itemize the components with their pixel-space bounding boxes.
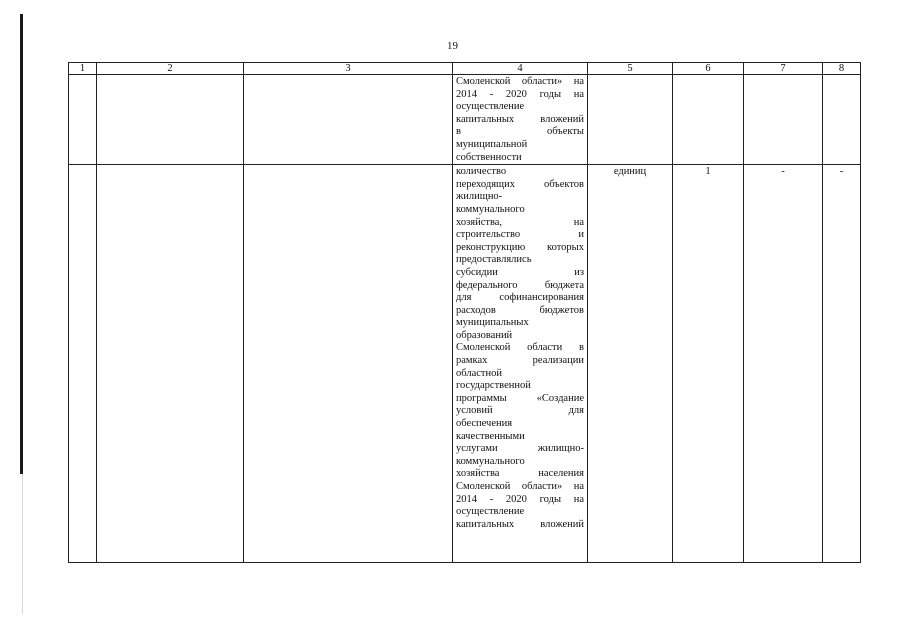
header-cell-1: 1 — [69, 63, 97, 75]
text-line: предоставлялись — [456, 254, 532, 266]
text-line: переходящих объектов — [456, 178, 584, 190]
row1-col1 — [69, 75, 97, 165]
page-number: 19 — [447, 40, 458, 52]
value-cell-col6: 1 — [673, 165, 744, 563]
text-line: для софинансирования — [456, 292, 584, 304]
text-line: качественными — [456, 430, 525, 442]
value-cell-col8: - — [823, 165, 861, 563]
header-cell-8: 8 — [823, 63, 861, 75]
text-line: хозяйства, на — [456, 216, 584, 228]
row1-col8 — [823, 75, 861, 165]
text-line: в объекты — [456, 126, 584, 138]
text-line: муниципальных — [456, 317, 529, 329]
text-line: 2014 - 2020 годы на — [456, 88, 584, 100]
text-line: хозяйства населения — [456, 468, 584, 480]
text-line: расходов бюджетов — [456, 304, 584, 316]
text-line: строительство и — [456, 229, 584, 241]
text-line: осуществление — [456, 101, 525, 113]
unit-cell: единиц — [588, 165, 673, 563]
text-line: рамках реализации — [456, 355, 584, 367]
text-line: программы «Создание — [456, 392, 584, 404]
text-line: 2014 - 2020 годы на — [456, 493, 584, 505]
row1-col7 — [744, 75, 823, 165]
table-row — [69, 165, 861, 563]
row1-col3 — [244, 75, 453, 165]
text-line: собственности — [456, 151, 522, 163]
text-line: государственной — [456, 380, 531, 392]
header-cell-2: 2 — [97, 63, 244, 75]
text-line: Смоленской области» на — [456, 481, 584, 492]
scan-edge-mark — [20, 14, 23, 474]
text-line: обеспечения — [456, 418, 513, 430]
text-line: областной — [456, 367, 502, 379]
row2-col4 — [453, 165, 588, 563]
value-cell-col7: - — [744, 165, 823, 563]
header-cell-4: 4 — [453, 63, 588, 75]
text-line: федерального бюджета — [456, 279, 584, 291]
row1-col2 — [97, 75, 244, 165]
row2-col2 — [97, 165, 244, 563]
row1-col6 — [673, 75, 744, 165]
header-cell-6: 6 — [673, 63, 744, 75]
text-line: коммунального — [456, 455, 525, 467]
header-cell-3: 3 — [244, 63, 453, 75]
indicator-table — [68, 62, 861, 563]
text-line: осуществление — [456, 506, 525, 518]
text-line: капитальных вложений — [456, 113, 584, 125]
text-line: услугами жилищно- — [456, 443, 584, 455]
header-cell-5: 5 — [588, 63, 673, 75]
text-line: капитальных вложений — [456, 518, 584, 530]
row2-col3 — [244, 165, 453, 563]
row2-col1 — [69, 165, 97, 563]
text-line: образований — [456, 329, 513, 341]
scan-edge-mark-faint — [22, 474, 23, 614]
table-header-row — [69, 63, 861, 75]
row1-col4 — [453, 75, 588, 165]
header-cell-7: 7 — [744, 63, 823, 75]
table-row — [69, 75, 861, 165]
text-line: коммунального — [456, 203, 525, 215]
text-line: муниципальной — [456, 138, 528, 150]
text-line: условий для — [456, 405, 584, 417]
text-line: Смоленской области» на — [456, 76, 584, 87]
row1-col5 — [588, 75, 673, 165]
text-line: реконструкцию которых — [456, 241, 584, 253]
text-line: количество — [456, 166, 507, 178]
text-line: Смоленской области в — [456, 342, 584, 354]
text-line: субсидии из — [456, 266, 584, 278]
text-line: жилищно- — [456, 191, 503, 203]
